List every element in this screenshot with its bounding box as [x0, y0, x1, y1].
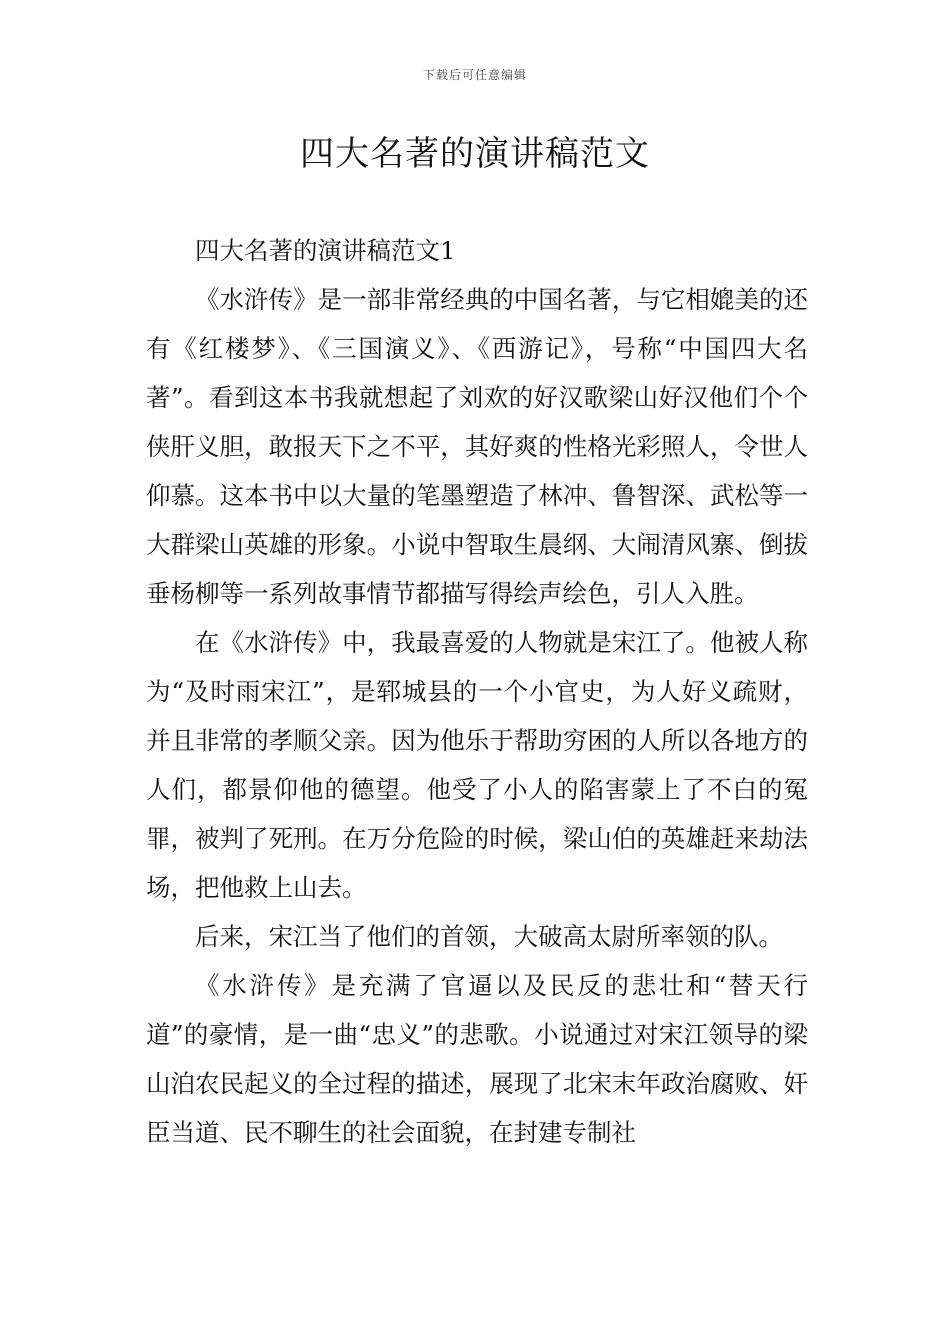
body-paragraph: 《水浒传》是一部非常经典的中国名著，与它相媲美的还有《红楼梦》、《三国演义》、《西游记》，号称“中国四大名著”。看到这本书我就想起了刘欢的好汉歌梁山好汉他们个个侠肝义胆，敢报天下之不平，其好爽的性格光彩照人，令世人仰慕。这本书中以大量的笔墨塑造了林冲、鲁智深、武松等一大群梁山英雄的形象。小说中智取生晨纲、大闹清风寨、倒拔垂杨柳等一系列故事情节都描写得绘声绘色，引人入胜。	[146, 285, 808, 608]
body-paragraph: 后来，宋江当了他们的首领，大破高太尉所率领的队。	[195, 922, 783, 951]
section-heading: 四大名著的演讲稿范文1	[195, 236, 456, 265]
header-note: 下载后可任意编辑	[422, 68, 527, 82]
body-paragraph: 在《水浒传》中，我最喜爱的人物就是宋江了。他被人称为“及时雨宋江”，是郓城县的一个小官史，为人好义疏财，并且非常的孝顺父亲。因为他乐于帮助穷困的人所以各地方的人们，都景仰他的德望。他受了小人的陷害蒙上了不白的冤罪，被判了死刑。在万分危险的时候，梁山伯的英雄赶来劫法场，把他救上山去。	[146, 628, 808, 902]
document-body	[146, 226, 808, 1157]
document-title: 四大名著的演讲稿范文	[300, 134, 650, 174]
body-paragraph: 《水浒传》是充满了官逼以及民反的悲壮和“替天行道”的豪情，是一曲“忠义”的悲歌。小说通过对宋江领导的梁山泊农民起义的全过程的描述，展现了北宋末年政治腐败、奸臣当道、民不聊生的社会面貌，在封建专制社	[146, 971, 808, 1147]
